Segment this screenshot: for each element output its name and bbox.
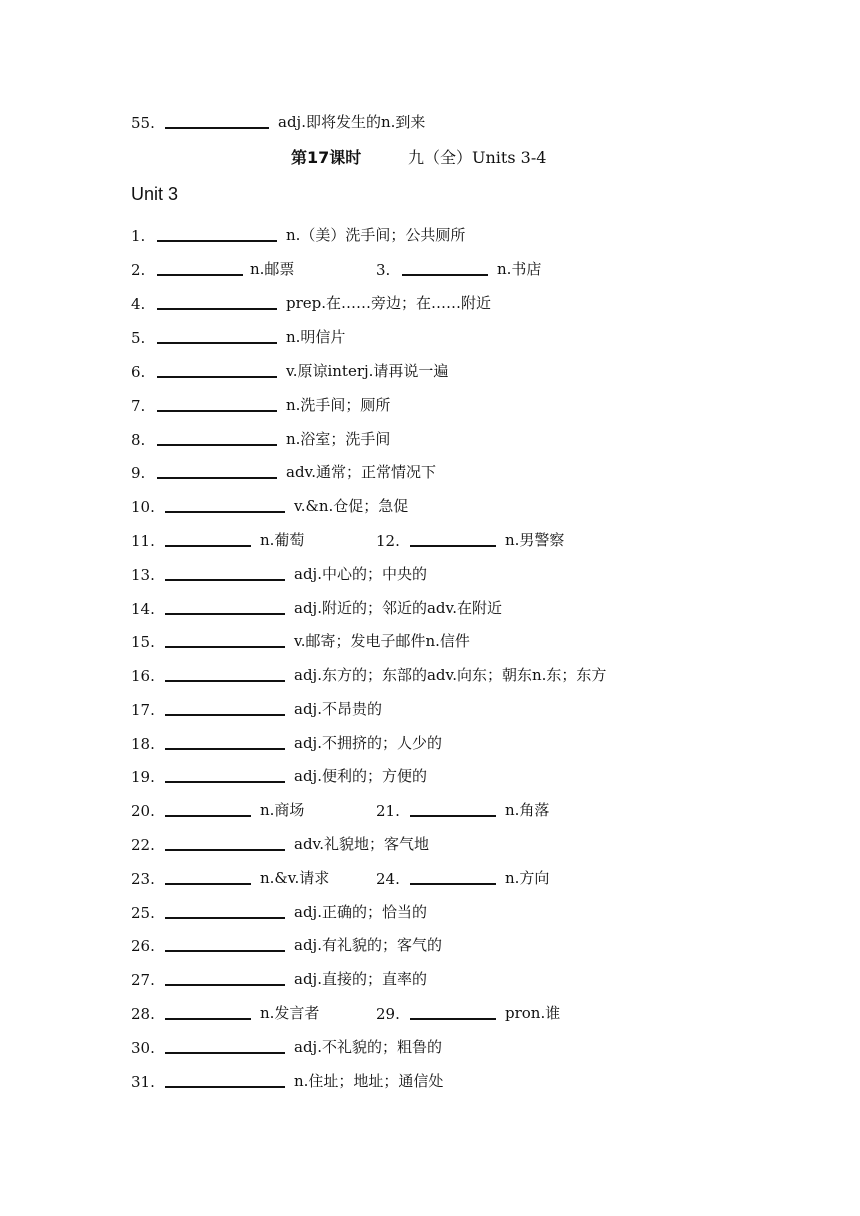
item-definition: n.发言者 bbox=[260, 1004, 320, 1022]
item-definition: n.浴室；洗手间 bbox=[286, 430, 391, 448]
lesson-heading bbox=[0, 144, 860, 168]
item-number: 30. bbox=[131, 1039, 155, 1057]
answer-blank[interactable] bbox=[410, 815, 496, 817]
item-definition: n.洗手间；厕所 bbox=[286, 396, 391, 414]
item-number: 20. bbox=[131, 802, 155, 820]
item-number: 25. bbox=[131, 904, 155, 922]
answer-blank[interactable] bbox=[157, 274, 243, 276]
item-definition: n.男警察 bbox=[505, 531, 565, 549]
item-number: 18. bbox=[131, 735, 155, 753]
answer-blank[interactable] bbox=[165, 1052, 285, 1054]
answer-blank[interactable] bbox=[165, 781, 285, 783]
item-definition: adj.不礼貌的；粗鲁的 bbox=[294, 1038, 442, 1056]
item-definition: adj.正确的；恰当的 bbox=[294, 903, 427, 921]
item-definition: adj.即将发生的n.到来 bbox=[278, 113, 426, 131]
answer-blank[interactable] bbox=[165, 1086, 285, 1088]
item-number: 22. bbox=[131, 836, 155, 854]
answer-blank[interactable] bbox=[165, 680, 285, 682]
item-number: 8. bbox=[131, 431, 146, 449]
item-number: 15. bbox=[131, 633, 155, 651]
answer-blank[interactable] bbox=[402, 274, 488, 276]
item-number: 12. bbox=[376, 532, 400, 550]
item-definition: adj.不昂贵的 bbox=[294, 700, 382, 718]
item-number: 9. bbox=[131, 464, 146, 482]
item-definition: prep.在……旁边；在……附近 bbox=[286, 294, 492, 312]
answer-blank[interactable] bbox=[157, 240, 277, 242]
item-definition: n.&v.请求 bbox=[260, 869, 330, 887]
item-number: 11. bbox=[131, 532, 155, 550]
item-definition: n.书店 bbox=[497, 260, 542, 278]
item-definition: n.葡萄 bbox=[260, 531, 305, 549]
answer-blank[interactable] bbox=[165, 714, 285, 716]
item-number: 27. bbox=[131, 971, 155, 989]
answer-blank[interactable] bbox=[165, 1018, 251, 1020]
answer-blank[interactable] bbox=[165, 950, 285, 952]
item-definition: adj.附近的；邻近的adv.在附近 bbox=[294, 599, 502, 617]
unit-title: Unit 3 bbox=[131, 184, 179, 204]
item-definition: adj.便利的；方便的 bbox=[294, 767, 427, 785]
item-definition: v.&n.仓促；急促 bbox=[294, 497, 409, 515]
answer-blank[interactable] bbox=[165, 849, 285, 851]
item-definition: n.邮票 bbox=[250, 260, 295, 278]
answer-blank[interactable] bbox=[165, 748, 285, 750]
item-number: 29. bbox=[376, 1005, 400, 1023]
item-number: 14. bbox=[131, 600, 155, 618]
item-definition: adj.东方的；东部的adv.向东；朝东n.东；东方 bbox=[294, 666, 607, 684]
answer-blank[interactable] bbox=[157, 342, 277, 344]
item-number: 6. bbox=[131, 363, 146, 381]
item-number: 55. bbox=[131, 114, 155, 132]
answer-blank[interactable] bbox=[165, 545, 251, 547]
item-number: 21. bbox=[376, 802, 400, 820]
item-definition: adj.中心的；中央的 bbox=[294, 565, 427, 583]
answer-blank[interactable] bbox=[410, 1018, 496, 1020]
item-definition: n.商场 bbox=[260, 801, 305, 819]
item-number: 23. bbox=[131, 870, 155, 888]
answer-blank[interactable] bbox=[165, 883, 251, 885]
item-number: 2. bbox=[131, 261, 146, 279]
item-number: 24. bbox=[376, 870, 400, 888]
answer-blank[interactable] bbox=[410, 545, 496, 547]
item-number: 10. bbox=[131, 498, 155, 516]
item-definition: n.住址；地址；通信处 bbox=[294, 1072, 444, 1090]
answer-blank[interactable] bbox=[157, 308, 277, 310]
item-number: 26. bbox=[131, 937, 155, 955]
answer-blank[interactable] bbox=[157, 444, 277, 446]
item-number: 13. bbox=[131, 566, 155, 584]
item-number: 28. bbox=[131, 1005, 155, 1023]
item-definition: adj.不拥挤的；人少的 bbox=[294, 734, 442, 752]
item-definition: adj.有礼貌的；客气的 bbox=[294, 936, 442, 954]
item-number: 19. bbox=[131, 768, 155, 786]
item-definition: v.邮寄；发电子邮件n.信件 bbox=[294, 632, 470, 650]
answer-blank[interactable] bbox=[165, 613, 285, 615]
item-definition: n.（美）洗手间；公共厕所 bbox=[286, 226, 466, 244]
answer-blank[interactable] bbox=[165, 984, 285, 986]
item-number: 1. bbox=[131, 227, 146, 245]
item-number: 5. bbox=[131, 329, 146, 347]
item-definition: adv.礼貌地；客气地 bbox=[294, 835, 430, 853]
answer-blank[interactable] bbox=[410, 883, 496, 885]
answer-blank[interactable] bbox=[165, 127, 269, 129]
item-definition: n.明信片 bbox=[286, 328, 346, 346]
item-number: 4. bbox=[131, 295, 146, 313]
item-number: 31. bbox=[131, 1073, 155, 1091]
lesson-number: 第17课时 bbox=[291, 148, 362, 167]
item-number: 7. bbox=[131, 397, 146, 415]
item-definition: adj.直接的；直率的 bbox=[294, 970, 427, 988]
item-definition: v.原谅interj.请再说一遍 bbox=[286, 362, 449, 380]
item-definition: n.角落 bbox=[505, 801, 550, 819]
answer-blank[interactable] bbox=[157, 376, 277, 378]
answer-blank[interactable] bbox=[165, 815, 251, 817]
answer-blank[interactable] bbox=[157, 477, 277, 479]
item-number: 16. bbox=[131, 667, 155, 685]
item-number: 17. bbox=[131, 701, 155, 719]
item-definition: n.方向 bbox=[505, 869, 550, 887]
item-definition: pron.谁 bbox=[505, 1004, 561, 1022]
answer-blank[interactable] bbox=[165, 579, 285, 581]
item-number: 3. bbox=[376, 261, 391, 279]
answer-blank[interactable] bbox=[165, 917, 285, 919]
item-definition: adv.通常；正常情况下 bbox=[286, 463, 437, 481]
answer-blank[interactable] bbox=[157, 410, 277, 412]
answer-blank[interactable] bbox=[165, 511, 285, 513]
grade-units: 九（全）Units 3-4 bbox=[408, 148, 547, 167]
answer-blank[interactable] bbox=[165, 646, 285, 648]
